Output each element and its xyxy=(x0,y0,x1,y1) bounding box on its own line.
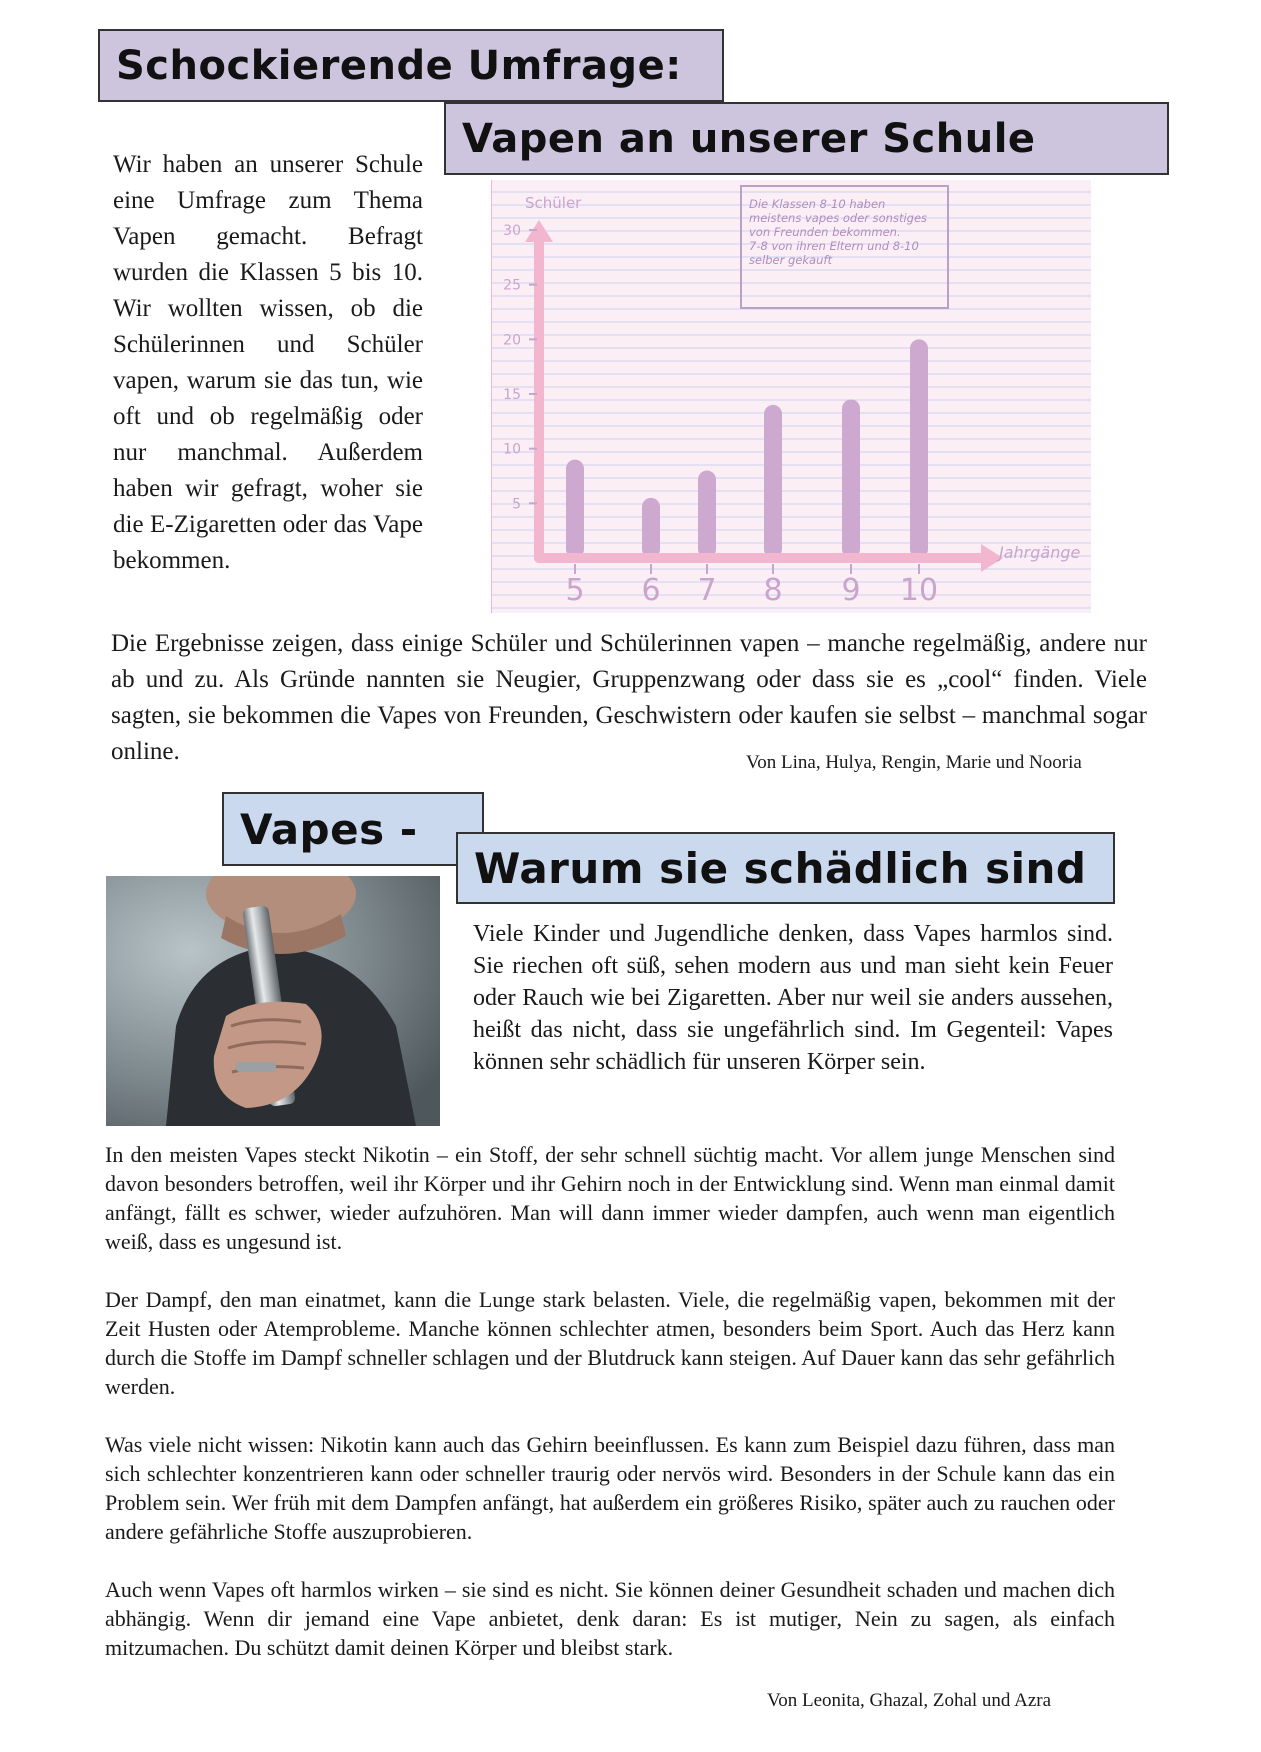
survey-chart xyxy=(491,180,1091,613)
article1-title-line1: Schockierende Umfrage: xyxy=(98,29,724,102)
bar-8 xyxy=(764,405,782,558)
bar-9 xyxy=(842,399,860,558)
chart-svg xyxy=(491,180,1091,613)
x-axis-title: Jahrgänge xyxy=(999,543,1081,562)
article1-results: Die Ergebnisse zeigen, dass einige Schüler und Schülerinnen vapen – manche regelmäßig, andere nur ab und zu. Als Gründe nannten sie Neugier, Gruppenzwang oder dass sie es „cool“ finden. Viele sagten, sie bekommen die Vapes von Freunden, Geschwistern oder kaufen sie selbst – manchmal sogar online. xyxy=(111,630,1147,765)
x-tick-label: 6 xyxy=(641,573,661,608)
bar-7 xyxy=(698,471,716,558)
y-tick-label: 5 xyxy=(512,496,521,513)
y-tick-label: 25 xyxy=(503,277,521,294)
article1-credit: Von Lina, Hulya, Rengin, Marie und Nooria xyxy=(746,752,1082,773)
annotation-line: Die Klassen 8-10 haben xyxy=(749,197,886,211)
x-tick-label: 9 xyxy=(841,573,861,608)
annotation-line: meistens vapes oder sonstiges xyxy=(749,211,928,225)
annotation-line: von Freunden bekommen. xyxy=(749,225,901,239)
article2-paragraph-4: Auch wenn Vapes oft harmlos wirken – sie sind es nicht. Sie können deiner Gesundheit schaden und machen dich abhängig. Wenn dir jemand eine Vape anbietet, denk daran: Es ist mutiger, Nein zu sagen, als einfach mitzumachen. Du schützt damit deinen Körper und bleibst stark. xyxy=(105,1577,1115,1660)
article2-credit: Von Leonita, Ghazal, Zohal und Azra xyxy=(767,1690,1052,1711)
x-tick-label: 10 xyxy=(899,573,939,608)
article2-lead: Viele Kinder und Jugendliche denken, dass Vapes harmlos sind. Sie riechen oft süß, sehen modern aus und man sieht kein Feuer oder Rauch wie bei Zigaretten. Aber nur weil sie anders aussehen, heißt das nicht, dass sie ungefährlich sind. Im Gegenteil: Vapes können sehr schädlich für unseren Körper sein. xyxy=(473,921,1113,1075)
article2-paragraph-3: Was viele nicht wissen: Nikotin kann auch das Gehirn beeinflussen. Es kann zum Beispiel dazu führen, dass man sich schlechter konzentrieren kann oder schneller traurig oder nervös wird. Besonders in der Schule kann das ein Problem sein. Wer früh mit dem Dampfen anfängt, hat außerdem ein größeres Risiko, später auch zu rauchen oder andere gefährliche Stoffe auszuprobieren. xyxy=(105,1432,1115,1544)
article1-intro: Wir haben an unserer Schule eine Umfrage zum Thema Vapen gemacht. Befragt wurden die Klassen 5 bis 10. Wir wollten wissen, ob die Schülerinnen und Schüler vapen, warum sie das tun, wie oft und ob regelmäßig oder nur manchmal. Außerdem haben wir gefragt, woher sie die E-Zigaretten oder das Vape bekommen. xyxy=(113,151,423,574)
article2-paragraph-2: Der Dampf, den man einatmet, kann die Lunge stark belasten. Viele, die regelmäßig vapen, bekommen mit der Zeit Husten oder Atemprobleme. Manche können schlechter atmen, besonders beim Sport. Auch das Herz kann durch die Stoffe im Dampf schneller schlagen und der Blutdruck kann steigen. Auf Dauer kann das sehr gefährlich werden. xyxy=(105,1287,1115,1399)
vaping-photo xyxy=(106,876,440,1126)
y-tick-label: 30 xyxy=(503,223,521,239)
y-axis-title: Schüler xyxy=(525,194,582,212)
annotation-line: 7-8 von ihren Eltern und 8-10 xyxy=(749,239,919,253)
article2-paragraph-1: In den meisten Vapes steckt Nikotin – ein Stoff, der sehr schnell süchtig macht. Vor allem junge Menschen sind davon besonders betroffen, weil ihr Körper und ihr Gehirn noch in der Entwicklung sind. Wenn man einmal damit anfängt, fällt es schwer, wieder aufzuhören. Man will dann immer wieder dampfen, auch wenn man eigentlich weiß, dass es ungesund ist. xyxy=(105,1142,1115,1254)
x-tick-label: 8 xyxy=(763,573,783,608)
x-tick-label: 7 xyxy=(697,573,717,608)
article2-title-line1: Vapes - xyxy=(222,792,484,866)
article2-title-line2: Warum sie schädlich sind xyxy=(456,832,1115,904)
bar-5 xyxy=(566,460,584,558)
vaping-photo-svg xyxy=(106,876,440,1126)
y-tick-label: 20 xyxy=(503,332,521,349)
bar-10 xyxy=(910,339,928,558)
x-tick-label: 5 xyxy=(565,573,585,608)
bar-6 xyxy=(642,498,660,558)
article1-title-line2: Vapen an unserer Schule xyxy=(444,102,1169,175)
annotation-line: selber gekauft xyxy=(749,253,832,267)
y-tick-label: 15 xyxy=(503,387,521,403)
y-tick-label: 10 xyxy=(503,441,521,458)
